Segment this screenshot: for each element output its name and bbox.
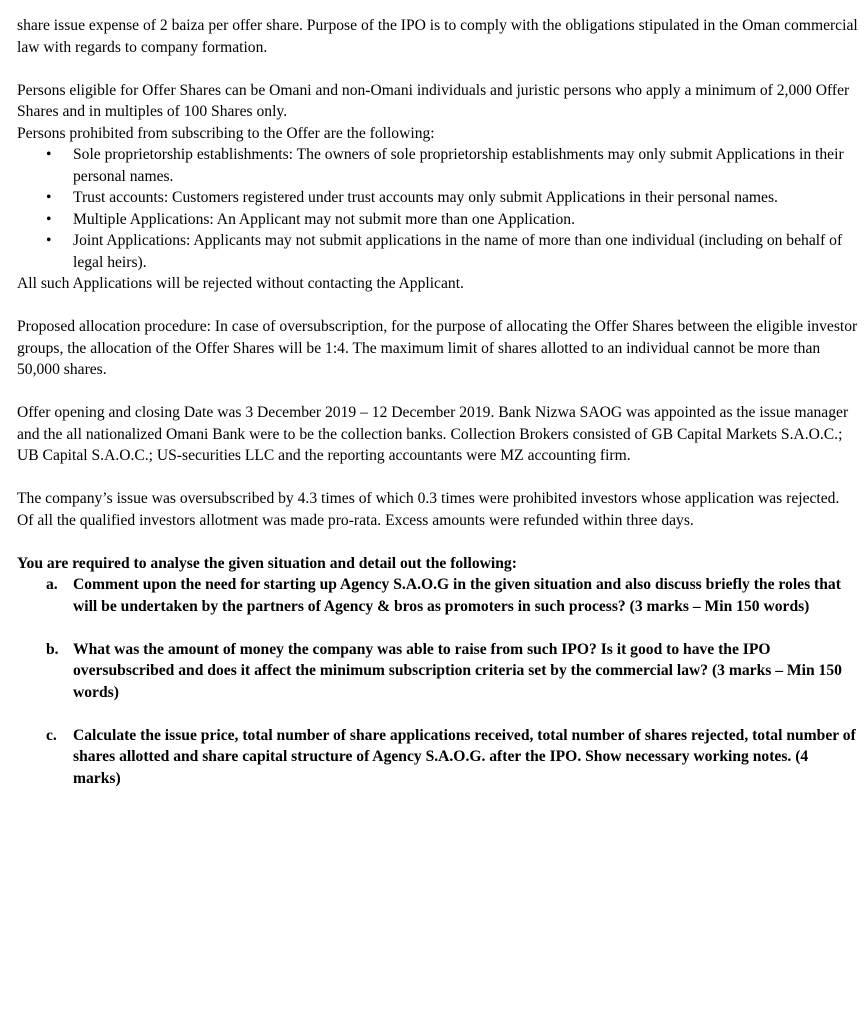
bullet-icon: • <box>46 232 52 249</box>
question-label: c. <box>46 726 57 744</box>
prohibited-intro: Persons prohibited from subscribing to the Offer are the following: <box>17 124 435 142</box>
list-item-text: Sole proprietorship establishments: The owners of sole proprietorship establishments may only submit Applications in their personal names. <box>73 146 844 185</box>
paragraph-spacer <box>17 295 858 317</box>
paragraph-spacer <box>17 531 858 553</box>
eligibility-paragraph: Persons eligible for Offer Shares can be Omani and non-Omani individuals and juristic persons who apply a minimum of 2,000 Offer Shares and in multiples of 100 Shares only. <box>17 81 850 120</box>
bullet-icon: • <box>46 146 52 163</box>
question-label: a. <box>46 576 58 593</box>
question-item <box>46 574 858 617</box>
paragraph-spacer <box>17 467 858 489</box>
list-item-text: Joint Applications: Applicants may not submit applications in the name of more than one individual (including on behalf of legal heirs). <box>73 232 843 271</box>
question-item <box>46 725 858 790</box>
list-item <box>46 209 858 231</box>
offer-dates-paragraph: Offer opening and closing Date was 3 December 2019 – 12 December 2019. Bank Nizwa SAOG was appointed as the issue manager and the all nationalized Omani Bank were to be the collection banks. Collection Brokers consisted of GB Capital Markets S.A.O.C.; UB Capital S.A.O.C.; US-securities LLC and the reporting accountants were MZ accounting firm. <box>17 404 849 464</box>
question-text: What was the amount of money the company was able to raise from such IPO? Is it good to have the IPO oversubscribed and does it affect the minimum subscription criteria set by the commercial law? (3 marks – Min 150 words) <box>73 640 842 701</box>
list-item-text: Multiple Applications: An Applicant may not submit more than one Application. <box>73 210 575 228</box>
list-item-text: Trust accounts: Customers registered under trust accounts may only submit Applications in their personal names. <box>73 189 778 206</box>
rejection-note: All such Applications will be rejected without contacting the Applicant. <box>17 275 464 292</box>
question-label: b. <box>46 640 59 658</box>
question-text: Calculate the issue price, total number of share applications received, total number of shares rejected, total number of shares allotted and share capital structure of Agency S.A.O.G. after the IPO. Show necessary working notes. (4 marks) <box>73 726 856 787</box>
allocation-paragraph: Proposed allocation procedure: In case of oversubscription, for the purpose of allocating the Offer Shares between the eligible investor groups, the allocation of the Offer Shares will be 1:4. The maximum limit of shares allotted to an individual cannot be more than 50,000 shares. <box>17 318 858 378</box>
bullet-icon: • <box>46 189 52 206</box>
list-item <box>46 187 858 209</box>
ipo-purpose-paragraph: share issue expense of 2 baiza per offer share. Purpose of the IPO is to comply with the obligations stipulated in the Oman commercial law with regards to company formation. <box>17 17 858 56</box>
question-text: Comment upon the need for starting up Agency S.A.O.G in the given situation and also discuss briefly the roles that will be undertaken by the partners of Agency & bros as promoters in such process? (3 marks – Min 150 words) <box>73 576 841 615</box>
bullet-icon: • <box>46 210 52 228</box>
list-item <box>46 230 858 273</box>
requirements-heading: You are required to analyse the given situation and detail out the following: <box>17 554 517 572</box>
list-item <box>46 144 858 187</box>
question-item <box>46 639 858 704</box>
paragraph-spacer <box>17 381 858 403</box>
questions-list <box>17 574 858 789</box>
oversubscription-paragraph: The company’s issue was oversubscribed by 4.3 times of which 0.3 times were prohibited investors whose application was rejected. Of all the qualified investors allotment was made pro-rata. Excess amounts were refunded within three days. <box>17 490 840 529</box>
prohibited-list <box>17 144 858 273</box>
paragraph-spacer <box>17 58 858 80</box>
